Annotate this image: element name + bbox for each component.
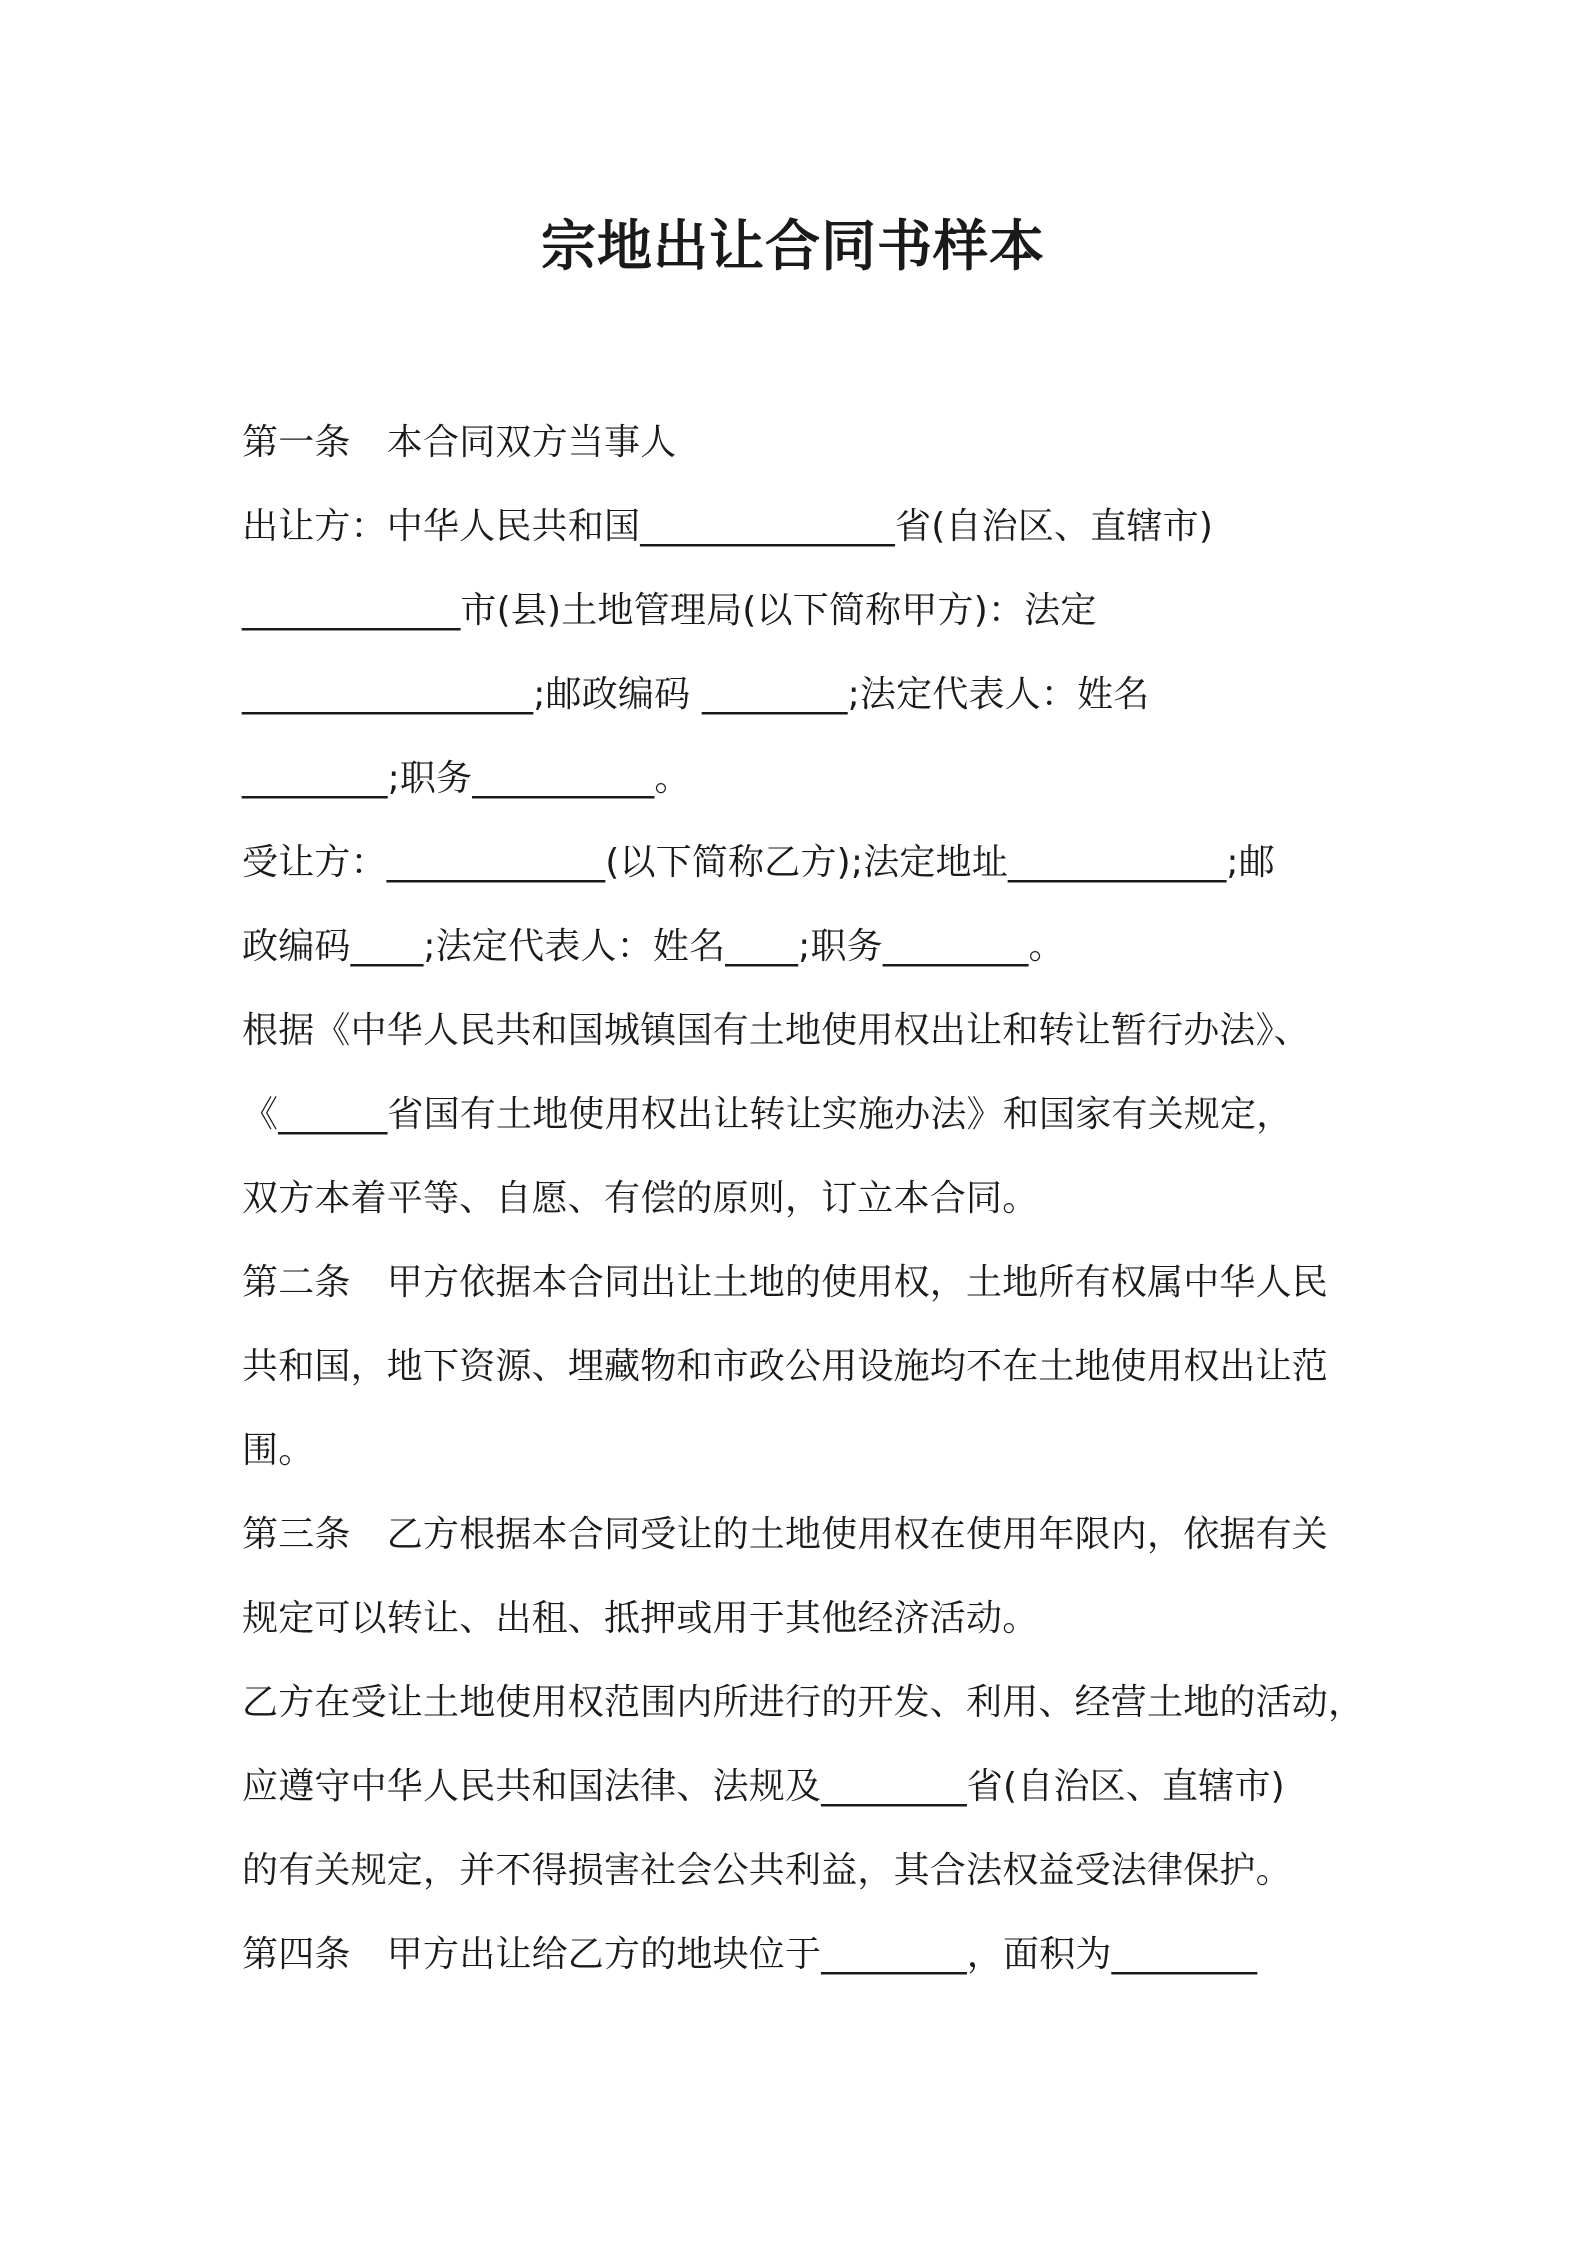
text-line: 出让方：中华人民共和国______________省(自治区、直辖市) (242, 506, 1214, 547)
document-body (242, 401, 1365, 1997)
text-line: 第四条 甲方出让给乙方的地块位于________，面积为________ (242, 1934, 1258, 1975)
text-line: 应遵守中华人民共和国法律、法规及________省(自治区、直辖市) (242, 1766, 1285, 1807)
text-line: 政编码____;法定代表人：姓名____;职务________。 (242, 926, 1065, 967)
text-line: 《______省国有土地使用权出让转让实施办法》和国家有关规定， (242, 1094, 1293, 1135)
document-title: 宗地出让合同书样本 (540, 214, 1045, 278)
text-line: 的有关规定，并不得损害社会公共利益，其合法权益受法律保护。 (242, 1850, 1292, 1891)
text-line: 第二条 甲方依据本合同出让土地的使用权，土地所有权属中华人民 (242, 1262, 1329, 1303)
text-line: 围。 (242, 1430, 315, 1471)
text-line: 双方本着平等、自愿、有偿的原则，订立本合同。 (242, 1178, 1039, 1219)
text-line: 第三条 乙方根据本合同受让的土地使用权在使用年限内，依据有关 (242, 1514, 1329, 1555)
text-line: ________________;邮政编码 ________;法定代表人：姓名 (242, 674, 1150, 715)
text-line: ________;职务__________。 (242, 758, 691, 799)
text-line: 根据《中华人民共和国城镇国有土地使用权出让和转让暂行办法》、 (242, 1010, 1311, 1051)
text-line: 第一条 本合同双方当事人 (242, 422, 677, 463)
text-line: ____________市(县)土地管理局(以下简称甲方)：法定 (242, 590, 1097, 631)
text-line: 受让方：____________(以下简称乙方);法定地址____________;邮 (242, 842, 1275, 883)
text-line: 共和国，地下资源、埋藏物和市政公用设施均不在土地使用权出让范 (242, 1346, 1329, 1387)
text-line: 规定可以转让、出租、抵押或用于其他经济活动。 (242, 1598, 1039, 1639)
text-line: 乙方在受让土地使用权范围内所进行的开发、利用、经营土地的活动， (242, 1682, 1365, 1723)
